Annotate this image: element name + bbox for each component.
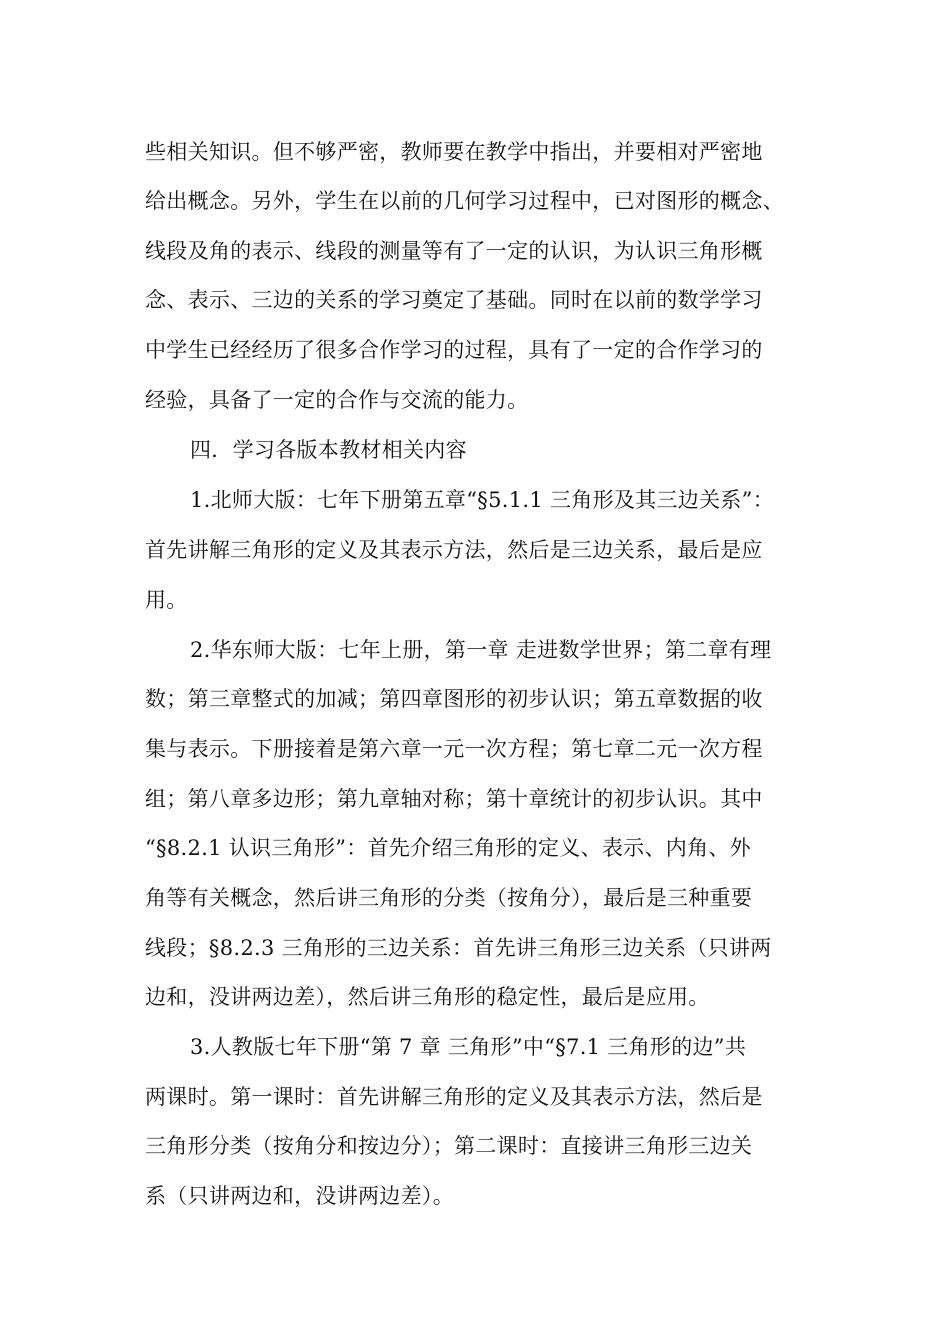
text-line: 数；第三章整式的加减；第四章图形的初步认识；第五章数据的收 [145,687,763,711]
text-line: 首先讲解三角形的定义及其表示方法，然后是三边关系，最后是应 [145,538,763,562]
text-line: 线段；§8.2.3 三角形的三边关系：首先讲三角形三边关系（只讲两 [145,936,772,960]
text-line: 用。 [145,588,188,612]
text-line: 2.华东师大版：七年上册，第一章 走进数学世界；第二章有理 [190,638,772,662]
text-line: 经验，具备了一定的合作与交流的能力。 [145,388,529,412]
text-line: 中学生已经经历了很多合作学习的过程，具有了一定的合作学习的 [145,338,763,362]
text-line: 两课时。第一课时：首先讲解三角形的定义及其表示方法，然后是 [145,1085,763,1109]
text-line: 给出概念。另外，学生在以前的几何学习过程中，已对图形的概念、 [145,189,784,213]
text-line: 3.人教版七年下册“第 7 章 三角形”中“§7.1 三角形的边”共 [190,1035,747,1059]
section-heading: 四．学习各版本教材相关内容 [190,438,467,462]
text-line: 念、表示、三边的关系的学习奠定了基础。同时在以前的数学学习 [145,288,763,312]
text-line: 边和，没讲两边差），然后讲三角形的稳定性，最后是应用。 [145,985,710,1009]
text-line: 线段及角的表示、线段的测量等有了一定的认识，为认识三角形概 [145,239,763,263]
text-line: 组；第八章多边形；第九章轴对称；第十章统计的初步认识。其中 [145,787,763,811]
text-line: 系（只讲两边和，没讲两边差）。 [145,1184,454,1208]
text-line: 些相关知识。但不够严密，教师要在教学中指出，并要相对严密地 [145,140,763,164]
text-line: 角等有关概念，然后讲三角形的分类（按角分），最后是三种重要 [145,886,753,910]
text-line: 1.北师大版：七年下册第五章“§5.1.1 三角形及其三边关系”： [190,488,775,512]
text-line: “§8.2.1 认识三角形”：首先介绍三角形的定义、表示、内角、外 [145,836,751,860]
text-line: 集与表示。下册接着是第六章一元一次方程；第七章二元一次方程 [145,737,763,761]
text-line: 三角形分类（按角分和按边分）；第二课时：直接讲三角形三边关 [145,1134,753,1158]
